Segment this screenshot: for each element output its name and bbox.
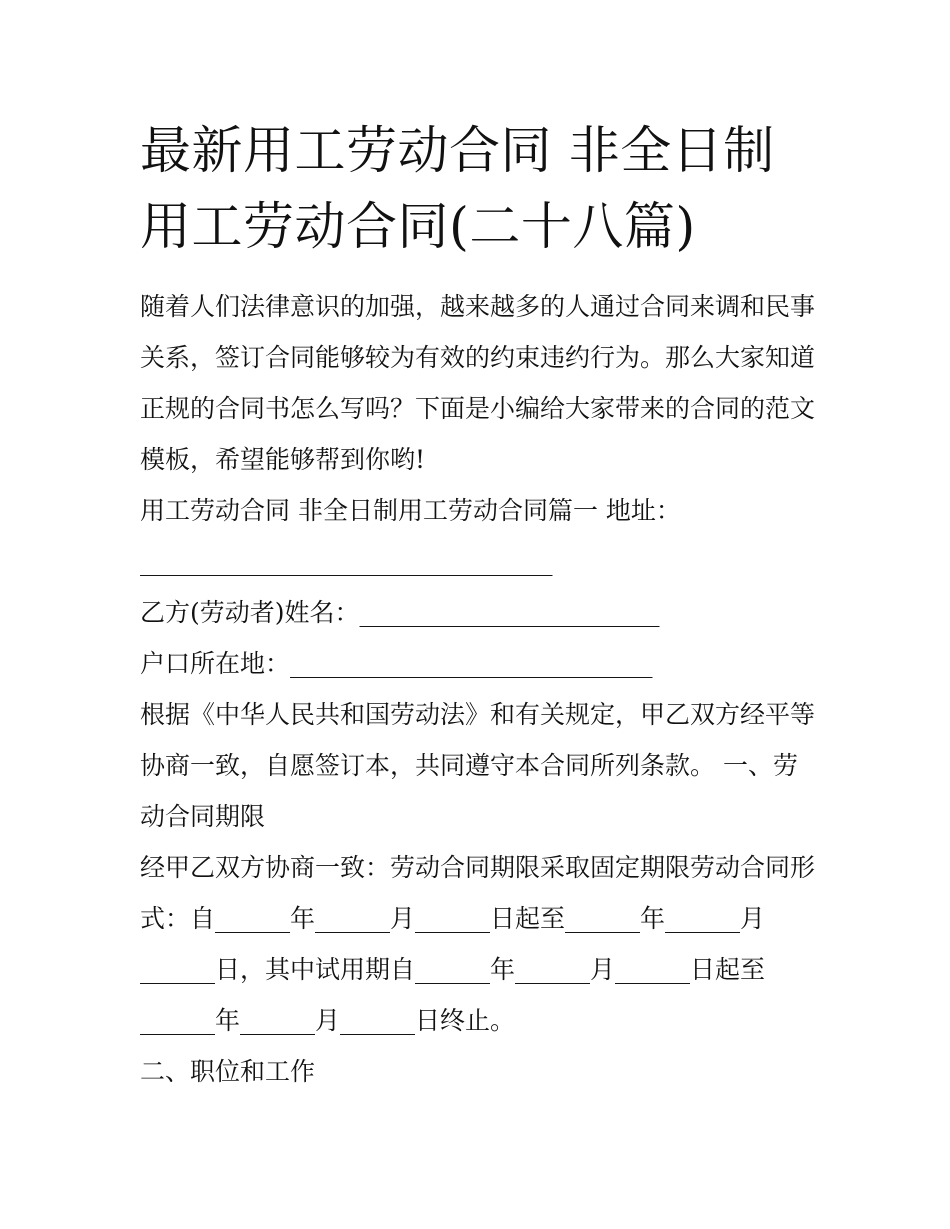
party-b-name-line: 乙方(劳动者)姓名：________________________ — [140, 598, 660, 627]
section-heading-position: 二、职位和工作 — [140, 1057, 316, 1086]
household-registration-line: 户口所在地：_____________________________ — [140, 649, 653, 678]
section-heading-address: 用工劳动合同 非全日制用工劳动合同篇一 地址： — [140, 496, 681, 525]
document-title: 最新用工劳动合同 非全日制用工劳动合同(二十八篇) — [140, 122, 775, 257]
legal-basis-paragraph: 根据《中华人民共和国劳动法》和有关规定，甲乙双方经平等协商一致，自愿签订本，共同遵守本合同所列条款。 一、劳动合同期限 — [140, 700, 816, 831]
document-body — [140, 281, 820, 1097]
address-blank-line: _________________________________ — [140, 547, 553, 576]
contract-term-paragraph: 经甲乙双方协商一致：劳动合同期限采取固定期限劳动合同形式：自______年______月______日起至______年______月______日，其中试用期自______年______月______日起至______年______月______日终止。 — [140, 853, 816, 1035]
intro-paragraph: 随着人们法律意识的加强，越来越多的人通过合同来调和民事关系，签订合同能够较为有效的约束违约行为。那么大家知道正规的合同书怎么写吗？下面是小编给大家带来的合同的范文模板，希望能够帮到你哟! — [140, 292, 816, 474]
